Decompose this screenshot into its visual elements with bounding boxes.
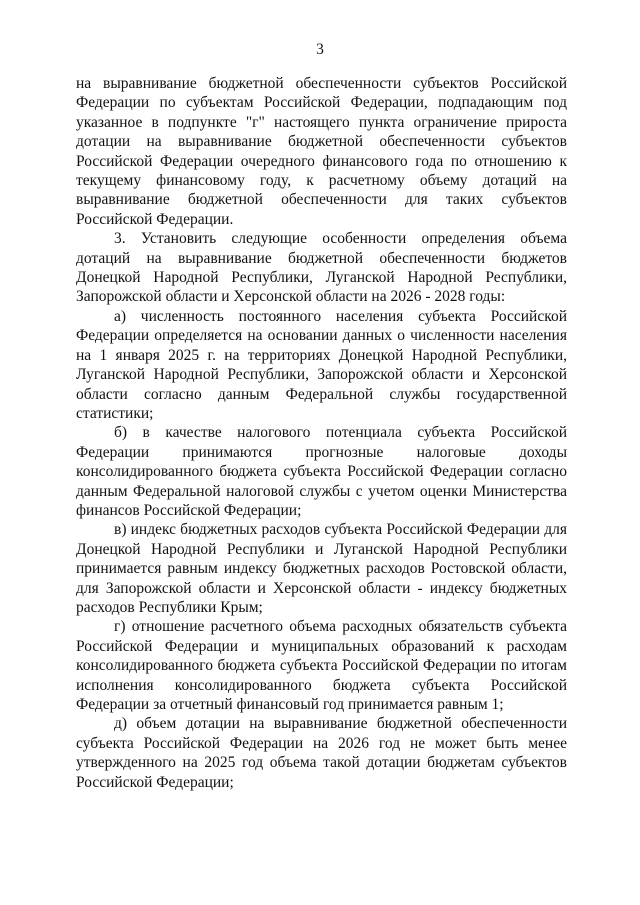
- paragraph-item-3: 3. Установить следующие особенности определения объема дотаций на выравнивание бюджетной обеспеченности бюджетов Донецкой Народной Республики, Луганской Народной Республики, Запорожской области и Херсонской области на 2026 - 2028 годы:: [76, 230, 567, 306]
- document-body: [76, 74, 567, 792]
- paragraph-subitem-d: д) объем дотации на выравнивание бюджетной обеспеченности субъекта Российской Федерации на 2026 год не может быть менее утвержденного на 2025 год объема такой дотации бюджетам субъектов Российской Федерации;: [76, 715, 567, 791]
- page-number: 3: [316, 41, 324, 58]
- paragraph-subitem-b: б) в качестве налогового потенциала субъекта Российской Федерации принимаются прогнозные налоговые доходы консолидированного бюджета субъекта Российской Федерации согласно данным Федеральной налоговой службы с учетом оценки Министерства финансов Российской Федерации;: [76, 424, 567, 519]
- paragraph-subitem-g: г) отношение расчетного объема расходных обязательств субъекта Российской Федерации и муниципальных образований к расходам консолидированного бюджета субъекта Российской Федерации по итогам исполнения консолидированного бюджета субъекта Российской Федерации за отчетный финансовый год принимается равным 1;: [76, 618, 567, 713]
- paragraph-subitem-a: а) численность постоянного населения субъекта Российской Федерации определяется на основании данных о численности населения на 1 января 2025 г. на территориях Донецкой Народной Республики, Луганской Народной Республики, Запорожской области и Херсонской области согласно данным Федеральной службы государственной статистики;: [76, 307, 567, 422]
- paragraph-continuation: на выравнивание бюджетной обеспеченности субъектов Российской Федерации по субъектам Российской Федерации, подпадающим под указанное в подпункте "г" настоящего пункта ограничение прироста дотации на выравнивание бюджетной обеспеченности субъектов Российской Федерации очередного финансового года по отношению к текущему финансовому году, к расчетному объему дотаций на выравнивание бюджетной обеспеченности для таких субъектов Российской Федерации.: [76, 75, 567, 228]
- paragraph-subitem-v: в) индекс бюджетных расходов субъекта Российской Федерации для Донецкой Народной Республики и Луганской Народной Республики принимается равным индексу бюджетных расходов Ростовской области, для Запорожской области и Херсонской области - индексу бюджетных расходов Республики Крым;: [76, 521, 567, 616]
